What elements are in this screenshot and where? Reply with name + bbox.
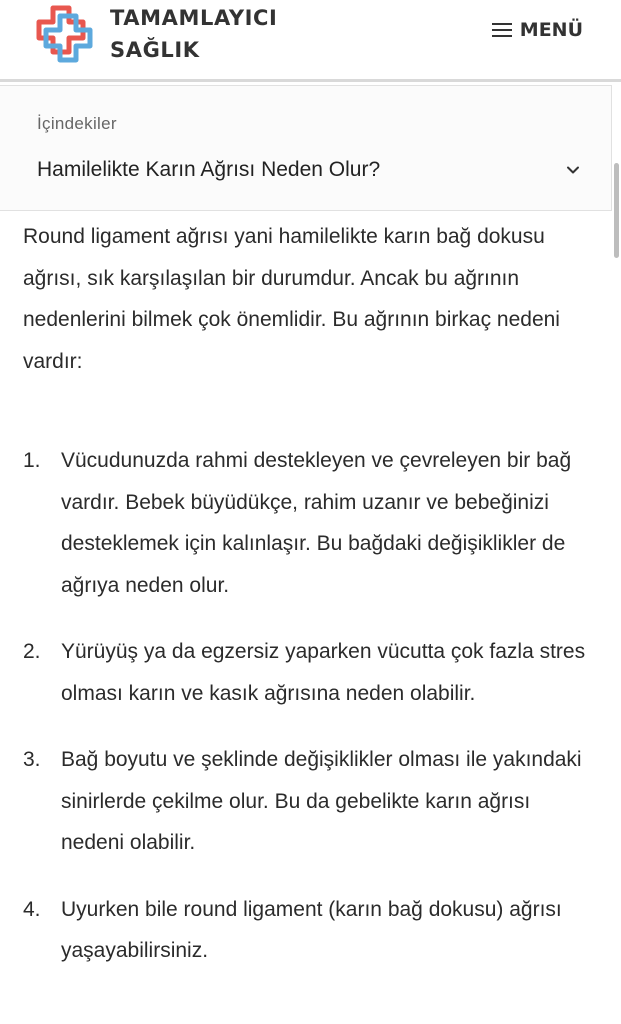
list-item-number: 4. — [23, 897, 41, 921]
menu-button[interactable] — [492, 15, 583, 45]
brand-line-2: SAĞLIK — [110, 38, 200, 62]
site-header — [0, 0, 621, 82]
brand-line-1: TAMAMLAYICI — [110, 6, 278, 30]
list-item-text: Bağ boyutu ve şeklinde değişiklikler olması ile yakındaki sinirlerde çekilme olur. Bu da gebelikte karın ağrısı nedeni olabilir. — [61, 748, 582, 854]
list-item-text: Yürüyüş ya da egzersiz yaparken vücutta çok fazla stres olması karın ve kasık ağrısına neden olabilir. — [61, 640, 586, 705]
toc-selected-title: Hamilelikte Karın Ağrısı Neden Olur? — [37, 158, 381, 181]
article-content — [23, 216, 598, 972]
brand-name[interactable] — [110, 2, 277, 66]
list-item-number: 3. — [23, 748, 41, 771]
causes-list — [23, 440, 598, 972]
menu-label: MENÜ — [519, 19, 583, 41]
table-of-contents — [0, 85, 612, 211]
list-item — [23, 631, 598, 714]
toc-label: İçindekiler — [37, 114, 117, 133]
intro-paragraph: Round ligament ağrısı yani hamilelikte karın bağ dokusu ağrısı, sık karşılaşılan bir durumdur. Ancak bu ağrının nedenlerini bilmek çok önemlidir. Bu ağrının birkaç nedeni vardır: — [23, 225, 560, 373]
list-item-number: 2. — [23, 640, 41, 663]
hamburger-icon — [492, 22, 512, 38]
list-item-text: Vücudunuzda rahmi destekleyen ve çevreleyen bir bağ vardır. Bebek büyüdükçe, rahim uzanır ve bebeğinizi desteklemek için kalınlaşır. Bu bağdaki değişiklikler de ağrıya neden olur. — [61, 449, 572, 597]
list-item — [23, 739, 598, 864]
list-item-text: Uyurken bile round ligament (karın bağ dokusu) ağrısı yaşayabilirsiniz. — [61, 897, 562, 962]
scrollbar-thumb[interactable] — [614, 163, 619, 258]
list-item-number: 1. — [23, 449, 41, 472]
chevron-down-icon — [564, 161, 582, 179]
toc-dropdown[interactable] — [37, 152, 587, 188]
logo-cross-icon[interactable] — [34, 5, 94, 63]
list-item — [23, 440, 598, 606]
list-item — [23, 889, 598, 972]
